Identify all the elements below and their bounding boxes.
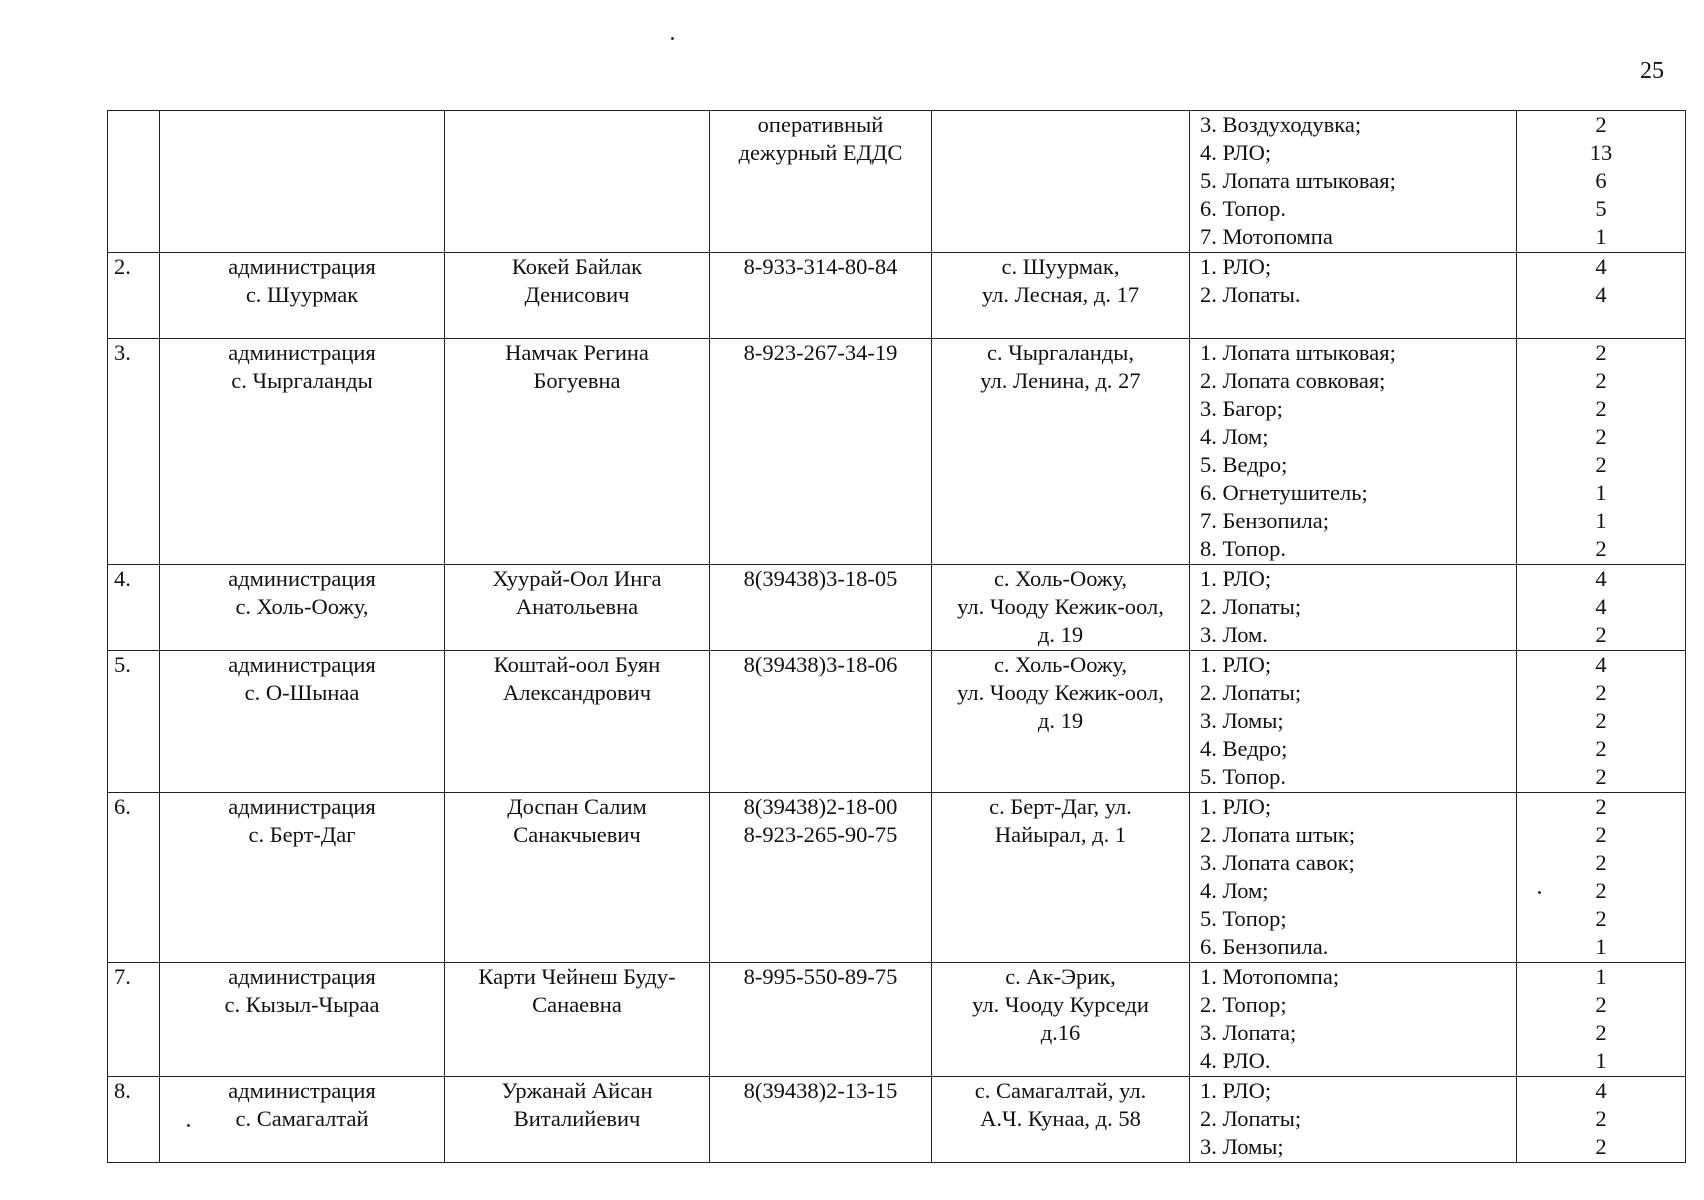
equipment-list-line: 3. Багор; xyxy=(1200,396,1283,421)
quantity-list-line: 2 xyxy=(1595,708,1607,733)
organization-line: с. Кызыл-Чыраа xyxy=(224,992,380,1017)
quantity-list-line: 2 xyxy=(1595,878,1607,903)
equipment-list-line: 4. Лом; xyxy=(1200,424,1269,449)
equipment-list-line: 3. Ломы; xyxy=(1200,708,1284,733)
quantity-list-line: 1 xyxy=(1595,480,1607,505)
responsible-person-cell xyxy=(445,1077,710,1163)
responsible-person-line: Александрович xyxy=(502,680,652,705)
equipment-list-line: 3. Лопата; xyxy=(1200,1020,1297,1045)
quantity-list-line: 5 xyxy=(1595,196,1607,221)
organization-line: с. Чыргаланды xyxy=(231,368,373,393)
address-line: с. Чыргаланды, xyxy=(986,340,1135,365)
organization-line: администрация xyxy=(228,652,376,677)
phone-cell xyxy=(710,111,932,253)
row-number-cell: 7. xyxy=(108,963,160,1077)
address-line: ул. Ленина, д. 27 xyxy=(980,368,1141,393)
address-line: д. 19 xyxy=(1037,622,1084,647)
equipment-list-line: 4. Ведро; xyxy=(1200,736,1288,761)
quantity-list-line: 2 xyxy=(1595,112,1607,137)
organization-line: с. Берт-Даг xyxy=(248,822,356,847)
equipment-list-line: 1. РЛО; xyxy=(1200,1078,1272,1103)
responsible-person-line: Анатольевна xyxy=(515,594,639,619)
row-number-cell: 5. xyxy=(108,651,160,793)
equipment-list-cell xyxy=(1190,111,1517,253)
address-cell xyxy=(932,253,1190,339)
equipment-list-line: 5. Лопата штыковая; xyxy=(1200,168,1396,193)
equipment-list-cell xyxy=(1190,651,1517,793)
phone-line: 8(39438)3-18-05 xyxy=(743,566,898,591)
quantity-list-line: 4 xyxy=(1595,282,1607,307)
organization-cell xyxy=(160,111,445,253)
table-row xyxy=(108,651,1686,793)
organization-line: с. О-Шынаа xyxy=(244,680,360,705)
table-row xyxy=(108,793,1686,963)
equipment-list-line: 1. РЛО; xyxy=(1200,566,1272,591)
equipment-list-line: 2. Лопата штык; xyxy=(1200,822,1356,847)
address-line: с. Холь-Оожу, xyxy=(993,566,1128,591)
organization-line: администрация xyxy=(228,340,376,365)
organization-line: администрация xyxy=(228,794,376,819)
phone-cell xyxy=(710,565,932,651)
equipment-list-line: 3. Воздуходувка; xyxy=(1200,112,1362,137)
responsible-person-cell xyxy=(445,339,710,565)
organization-line: администрация xyxy=(228,1078,376,1103)
equipment-list-line: 2. Лопаты. xyxy=(1200,282,1301,307)
quantity-list-line: 2 xyxy=(1595,368,1607,393)
quantity-list-line: 2 xyxy=(1595,536,1607,561)
equipment-list-cell xyxy=(1190,1077,1517,1163)
resources-table xyxy=(107,110,1686,1163)
row-number-cell: 8. xyxy=(108,1077,160,1163)
address-cell xyxy=(932,1077,1190,1163)
address-cell xyxy=(932,565,1190,651)
phone-line: оперативный xyxy=(757,112,884,137)
responsible-person-cell xyxy=(445,793,710,963)
address-line: с. Ак-Эрик, xyxy=(1005,964,1116,989)
quantity-list-cell xyxy=(1517,253,1686,339)
scan-speck xyxy=(671,37,674,40)
responsible-person-line: Виталийевич xyxy=(513,1106,641,1131)
equipment-list-line: 8. Топор. xyxy=(1200,536,1286,561)
quantity-list-cell xyxy=(1517,565,1686,651)
quantity-list-line: 2 xyxy=(1595,396,1607,421)
equipment-list-line: 2. Лопаты; xyxy=(1200,680,1302,705)
phone-cell xyxy=(710,339,932,565)
organization-line: с. Самагалтай xyxy=(235,1106,369,1131)
row-number-cell: 6. xyxy=(108,793,160,963)
responsible-person-line: Намчак Регина xyxy=(505,340,649,365)
phone-line: 8-923-267-34-19 xyxy=(743,340,898,365)
quantity-list-cell xyxy=(1517,651,1686,793)
phone-line: 8-933-314-80-84 xyxy=(743,254,898,279)
quantity-list-line: 1 xyxy=(1595,1048,1607,1073)
equipment-list-line: 3. Ломы; xyxy=(1200,1134,1284,1159)
table-row xyxy=(108,565,1686,651)
quantity-list-cell xyxy=(1517,793,1686,963)
phone-line: 8-995-550-89-75 xyxy=(743,964,898,989)
organization-cell xyxy=(160,793,445,963)
quantity-list-line: 2 xyxy=(1595,736,1607,761)
address-cell xyxy=(932,111,1190,253)
responsible-person-line: Карти Чейнеш Буду- xyxy=(478,964,676,989)
equipment-list-line: 1. РЛО; xyxy=(1200,254,1272,279)
equipment-list-line: 6. Бензопила. xyxy=(1200,934,1329,959)
equipment-list-cell xyxy=(1190,793,1517,963)
equipment-list-line: 2. Лопата совковая; xyxy=(1200,368,1386,393)
quantity-list-line: 2 xyxy=(1595,452,1607,477)
address-line: ул. Чооду Кежик-оол, xyxy=(957,680,1164,705)
responsible-person-line: Хуурай-Оол Инга xyxy=(492,566,662,591)
address-line: ул. Чооду Кежик-оол, xyxy=(957,594,1164,619)
phone-line: 8(39438)2-18-00 xyxy=(743,794,898,819)
equipment-list-line: 5. Топор. xyxy=(1200,764,1286,789)
table-row xyxy=(108,963,1686,1077)
phone-cell xyxy=(710,793,932,963)
address-cell xyxy=(932,651,1190,793)
responsible-person-cell xyxy=(445,253,710,339)
phone-line: дежурный ЕДДС xyxy=(738,140,903,165)
responsible-person-cell xyxy=(445,963,710,1077)
quantity-list-line: 2 xyxy=(1595,992,1607,1017)
equipment-list-line: 2. Топор; xyxy=(1200,992,1287,1017)
equipment-list-line: 2. Лопаты; xyxy=(1200,594,1302,619)
equipment-list-line: 1. РЛО; xyxy=(1200,652,1272,677)
quantity-list-line: 2 xyxy=(1595,764,1607,789)
equipment-list-line: 6. Топор. xyxy=(1200,196,1286,221)
row-number-cell: 3. xyxy=(108,339,160,565)
scan-speck xyxy=(1538,891,1541,894)
quantity-list-line: 4 xyxy=(1595,594,1607,619)
address-cell xyxy=(932,793,1190,963)
organization-cell xyxy=(160,1077,445,1163)
responsible-person-line: Уржанай Айсан xyxy=(501,1078,653,1103)
scan-speck xyxy=(187,1124,190,1127)
quantity-list-line: 2 xyxy=(1595,680,1607,705)
responsible-person-line: Кокей Байлак xyxy=(511,254,643,279)
phone-cell xyxy=(710,1077,932,1163)
equipment-list-line: 5. Ведро; xyxy=(1200,452,1288,477)
address-line: с. Холь-Оожу, xyxy=(993,652,1128,677)
organization-line: администрация xyxy=(228,254,376,279)
quantity-list-line: 4 xyxy=(1595,1078,1607,1103)
phone-cell xyxy=(710,963,932,1077)
quantity-list-line: 2 xyxy=(1595,850,1607,875)
quantity-list-line: 1 xyxy=(1595,964,1607,989)
equipment-list-line: 1. Лопата штыковая; xyxy=(1200,340,1396,365)
quantity-list-line: 2 xyxy=(1595,1134,1607,1159)
quantity-list-line: 1 xyxy=(1595,934,1607,959)
organization-cell xyxy=(160,253,445,339)
equipment-list-line: 5. Топор; xyxy=(1200,906,1287,931)
quantity-list-cell xyxy=(1517,339,1686,565)
equipment-list-line: 1. Мотопомпа; xyxy=(1200,964,1340,989)
responsible-person-line: Санакчыевич xyxy=(513,822,641,847)
equipment-list-line: 3. Лопата савок; xyxy=(1200,850,1355,875)
equipment-list-line: 3. Лом. xyxy=(1200,622,1268,647)
address-cell xyxy=(932,963,1190,1077)
quantity-list-line: 2 xyxy=(1595,906,1607,931)
row-number-cell xyxy=(108,111,160,253)
page-number: 25 xyxy=(1640,58,1664,84)
quantity-list-line: 4 xyxy=(1595,652,1607,677)
address-line: Найырал, д. 1 xyxy=(994,822,1127,847)
address-line: ул. Чооду Курседи xyxy=(972,992,1149,1017)
phone-line: 8(39438)3-18-06 xyxy=(743,652,898,677)
equipment-list-line: 7. Мотопомпа xyxy=(1200,224,1333,249)
address-line: с. Берт-Даг, ул. xyxy=(989,794,1132,819)
address-line: д.16 xyxy=(1040,1020,1081,1045)
phone-cell xyxy=(710,253,932,339)
table-row xyxy=(108,1077,1686,1163)
organization-line: администрация xyxy=(228,964,376,989)
phone-cell xyxy=(710,651,932,793)
table-row xyxy=(108,253,1686,339)
quantity-list-line: 4 xyxy=(1595,566,1607,591)
organization-line: с. Холь-Оожу, xyxy=(235,594,369,619)
quantity-list-line: 6 xyxy=(1595,168,1607,193)
quantity-list-line: 2 xyxy=(1595,622,1607,647)
equipment-list-line: 6. Огнетушитель; xyxy=(1200,480,1368,505)
address-line: с. Самагалтай, ул. xyxy=(974,1078,1147,1103)
table-row xyxy=(108,111,1686,253)
organization-cell xyxy=(160,339,445,565)
quantity-list-line: 2 xyxy=(1595,794,1607,819)
address-line: ул. Лесная, д. 17 xyxy=(981,282,1140,307)
quantity-list-cell xyxy=(1517,963,1686,1077)
responsible-person-line: Денисович xyxy=(524,282,630,307)
quantity-list-line: 2 xyxy=(1595,340,1607,365)
equipment-list-line: 7. Бензопила; xyxy=(1200,508,1330,533)
responsible-person-cell xyxy=(445,565,710,651)
organization-cell xyxy=(160,651,445,793)
quantity-list-line: 2 xyxy=(1595,822,1607,847)
quantity-list-line: 1 xyxy=(1595,224,1607,249)
table-row xyxy=(108,339,1686,565)
equipment-list-cell xyxy=(1190,963,1517,1077)
equipment-list-line: 4. РЛО; xyxy=(1200,140,1272,165)
quantity-list-line: 2 xyxy=(1595,424,1607,449)
quantity-list-cell xyxy=(1517,1077,1686,1163)
organization-cell xyxy=(160,565,445,651)
responsible-person-line: Коштай-оол Буян xyxy=(493,652,661,677)
responsible-person-cell xyxy=(445,111,710,253)
address-line: А.Ч. Кунаа, д. 58 xyxy=(980,1106,1141,1131)
quantity-list-line: 2 xyxy=(1595,1106,1607,1131)
address-line: д. 19 xyxy=(1037,708,1084,733)
equipment-list-line: 4. РЛО. xyxy=(1200,1048,1271,1073)
organization-line: администрация xyxy=(228,566,376,591)
row-number-cell: 4. xyxy=(108,565,160,651)
quantity-list-line: 4 xyxy=(1595,254,1607,279)
responsible-person-line: Санаевна xyxy=(532,992,622,1017)
quantity-list-line: 1 xyxy=(1595,508,1607,533)
address-cell xyxy=(932,339,1190,565)
phone-line: 8-923-265-90-75 xyxy=(743,822,898,847)
equipment-list-cell xyxy=(1190,339,1517,565)
equipment-list-line: 2. Лопаты; xyxy=(1200,1106,1302,1131)
row-number-cell: 2. xyxy=(108,253,160,339)
organization-line: с. Шуурмак xyxy=(245,282,359,307)
equipment-list-line: 4. Лом; xyxy=(1200,878,1269,903)
responsible-person-line: Доспан Салим xyxy=(507,794,647,819)
equipment-list-line: 1. РЛО; xyxy=(1200,794,1272,819)
address-line: с. Шуурмак, xyxy=(1001,254,1120,279)
phone-line: 8(39438)2-13-15 xyxy=(743,1078,898,1103)
quantity-list-cell xyxy=(1517,111,1686,253)
equipment-list-cell xyxy=(1190,565,1517,651)
equipment-list-cell xyxy=(1190,253,1517,339)
organization-cell xyxy=(160,963,445,1077)
responsible-person-cell xyxy=(445,651,710,793)
quantity-list-line: 2 xyxy=(1595,1020,1607,1045)
quantity-list-line: 13 xyxy=(1589,140,1613,165)
responsible-person-line: Богуевна xyxy=(533,368,621,393)
